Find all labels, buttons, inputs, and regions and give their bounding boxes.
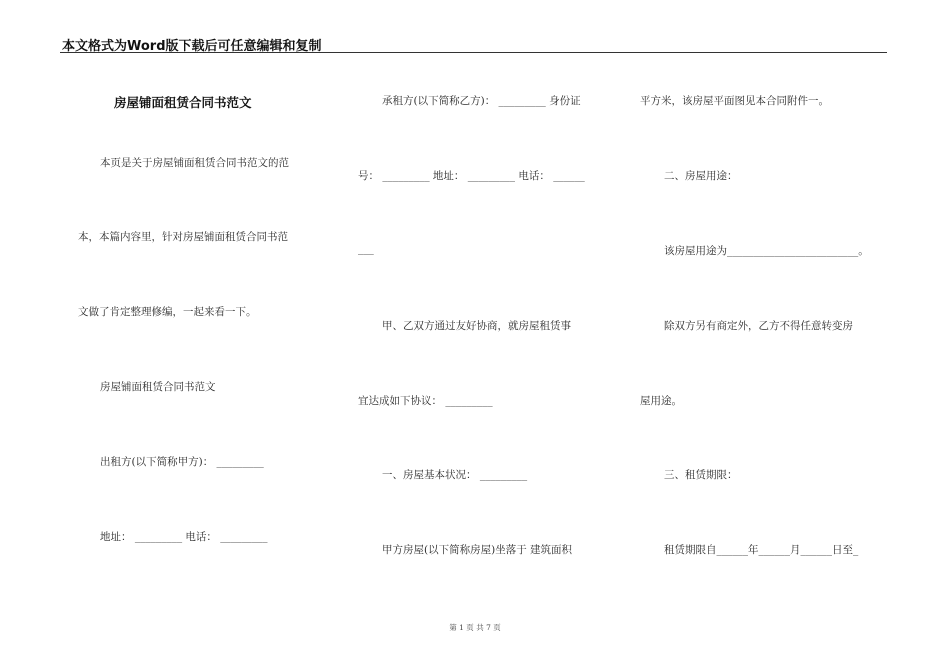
header-title: 本文格式为Word版下载后可任意编辑和复制	[62, 39, 322, 54]
header-divider	[60, 52, 887, 53]
right-line-2: 二、房屋用途：	[664, 170, 738, 182]
middle-line-1: 承租方(以下简称乙方)： _________ 身份证	[382, 95, 581, 107]
document-title: 房屋铺面租赁合同书范文	[114, 95, 252, 110]
right-line-4: 除双方另有商定外，乙方不得任意转变房	[664, 320, 853, 332]
middle-line-4: 甲、乙双方通过友好协商，就房屋租赁事	[382, 320, 571, 332]
left-line-2: 本，本篇内容里，针对房屋铺面租赁合同书范	[78, 231, 288, 243]
right-line-6: 三、租赁期限：	[664, 469, 738, 481]
right-line-7: 租赁期限自______年______月______日至_	[664, 544, 859, 556]
left-line-4: 房屋铺面租赁合同书范文	[100, 381, 216, 393]
middle-line-5: 宜达成如下协议： _________	[358, 395, 493, 407]
page-footer: 第 1 页 共 7 页	[449, 623, 501, 632]
middle-line-3: ___	[358, 243, 374, 255]
right-line-3: 该房屋用途为_________________________。	[664, 245, 869, 257]
left-line-3: 文做了肯定整理修编，一起来看一下。	[78, 306, 257, 318]
left-line-5: 出租方(以下简称甲方)： _________	[100, 456, 264, 468]
left-line-1: 本页是关于房屋铺面租赁合同书范文的范	[100, 157, 289, 169]
left-line-6: 地址： _________ 电话： _________	[100, 531, 268, 543]
middle-line-6: 一、房屋基本状况： _________	[382, 469, 528, 481]
right-line-5: 屋用途。	[640, 395, 682, 407]
right-line-1: 平方米，该房屋平面图见本合同附件一。	[640, 95, 829, 107]
middle-line-7: 甲方房屋(以下简称房屋)坐落于 建筑面积	[382, 544, 573, 556]
middle-line-2: 号： _________ 地址： _________ 电话： ______	[358, 170, 585, 182]
